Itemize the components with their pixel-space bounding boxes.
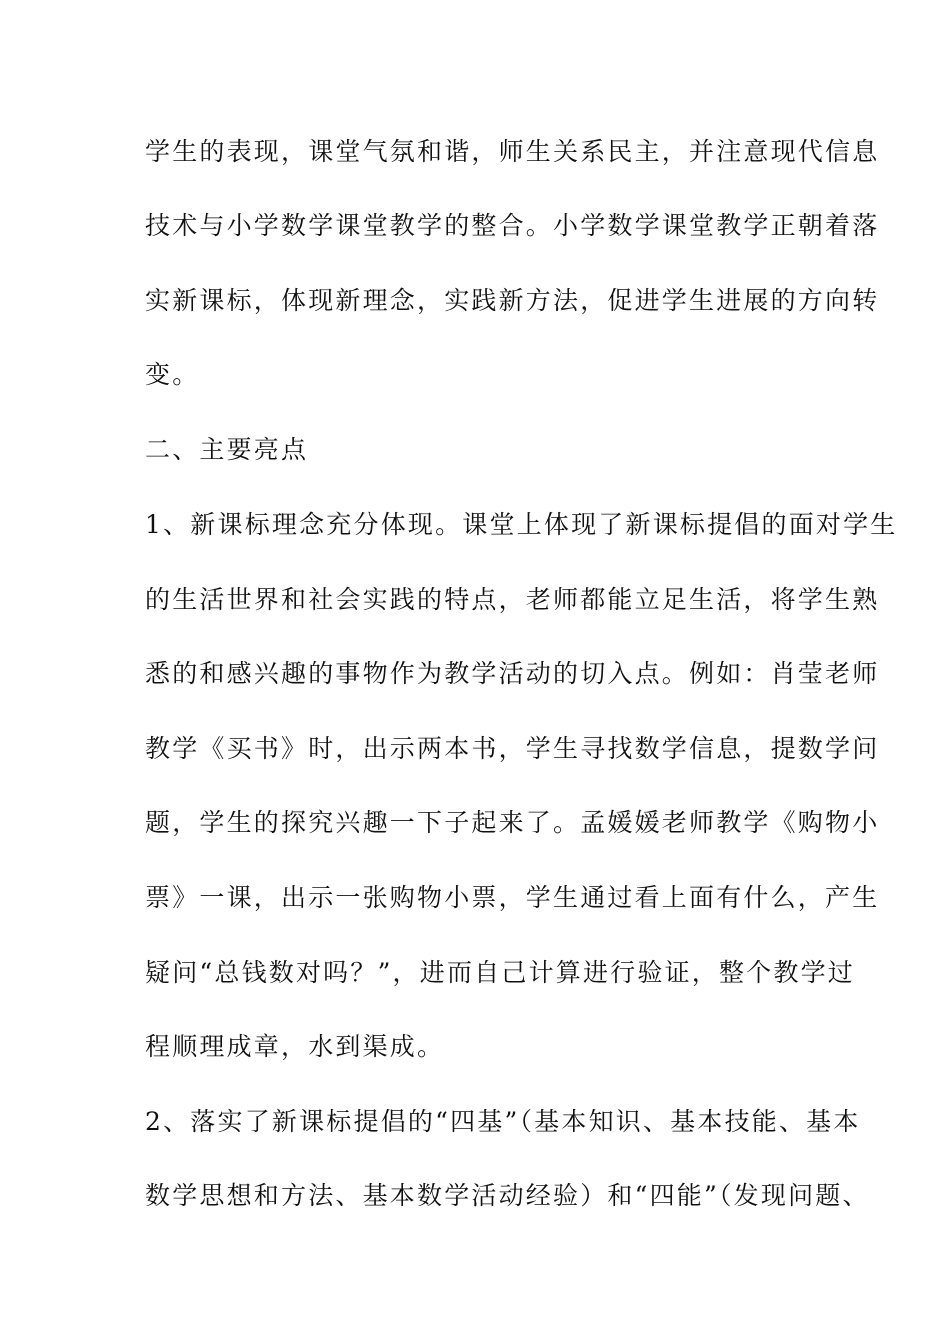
paragraph-line-4: 变。 bbox=[145, 360, 200, 389]
paragraph-line-12: 疑问“总钱数对吗？”，进而自己计算进行验证，整个教学过 bbox=[145, 958, 855, 987]
paragraph-line-15: 数学思想和方法、基本数学活动经验）和“四能”（发现问题、 bbox=[145, 1181, 870, 1210]
paragraph-line-1: 学生的表现，课堂气氛和谐，师生关系民主，并注意现代信息 bbox=[145, 137, 880, 166]
paragraph-line-13: 程顺理成章，水到渠成。 bbox=[145, 1032, 445, 1061]
paragraph-line-7: 的生活世界和社会实践的特点，老师都能立足生活，将学生熟 bbox=[145, 585, 880, 614]
paragraph-line-2: 技术与小学数学课堂教学的整合。小学数学课堂教学正朝着落 bbox=[145, 211, 880, 240]
paragraph-line-6: 1、新课标理念充分体现。课堂上体现了新课标提倡的面对学生 bbox=[145, 510, 898, 539]
section-heading: 二、主要亮点 bbox=[145, 435, 309, 464]
paragraph-line-11: 票》一课，出示一张购物小票，学生通过看上面有什么，产生 bbox=[145, 883, 880, 912]
paragraph-line-9: 教学《买书》时，出示两本书，学生寻找数学信息，提数学问 bbox=[145, 734, 880, 763]
paragraph-line-8: 悉的和感兴趣的事物作为教学活动的切入点。例如：肖莹老师 bbox=[145, 659, 880, 688]
paragraph-line-10: 题，学生的探究兴趣一下子起来了。孟媛媛老师教学《购物小 bbox=[145, 808, 880, 837]
paragraph-line-3: 实新课标，体现新理念，实践新方法，促进学生进展的方向转 bbox=[145, 286, 880, 315]
paragraph-line-14: 2、落实了新课标提倡的“四基”（基本知识、基本技能、基本 bbox=[145, 1107, 861, 1136]
